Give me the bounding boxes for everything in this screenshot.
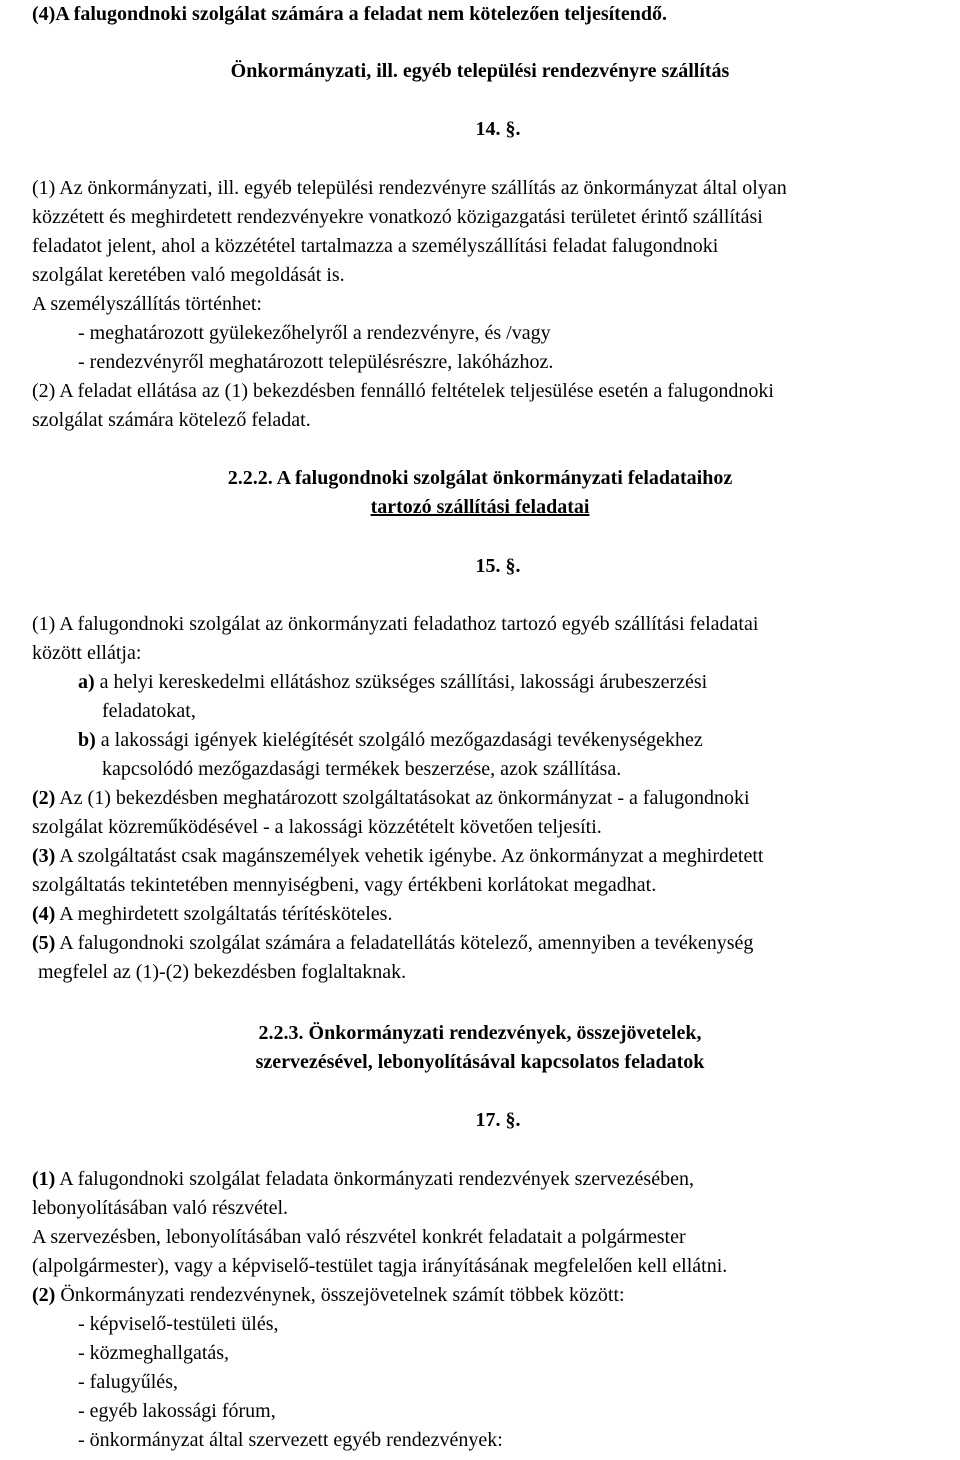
list-item: - önkormányzat által szervezett egyéb rendezvények: [78,1429,503,1451]
paragraph-label: (5) [32,932,56,954]
section-heading-223: 2.2.3. Önkormányzati rendezvények, összejövetelek, [258,1022,702,1044]
paragraph-line: A szervezésben, lebonyolításában való részvétel konkrét feladatait a polgármester [32,1226,686,1248]
paragraph-label: (2) [32,1284,56,1306]
paragraph-line: (alpolgármester), vagy a képviselő-testület tagja irányításának megfelelően kell ellátni. [32,1255,728,1277]
item-label: a) [78,671,95,693]
section-heading-223-cont: szervezésével, lebonyolításával kapcsolatos feladatok [255,1051,705,1073]
paragraph-line: (1) A falugondnoki szolgálat az önkormányzati feladathoz tartozó egyéb szállítási feladatai [32,613,759,635]
paragraph-line: szolgáltatás tekintetében mennyiségbeni, vagy értékbeni korlátokat megadhat. [32,874,657,896]
paragraph-text: Az (1) bekezdésben meghatározott szolgáltatásokat az önkormányzat - a falugondnoki [59,787,750,809]
section-number-15: 15. §. [475,555,521,577]
list-item: - képviselő-testületi ülés, [78,1313,279,1335]
paragraph-text: Önkormányzati rendezvénynek, összejövetelnek számít többek között: [60,1284,625,1306]
item-text: a helyi kereskedelmi ellátáshoz szükséges szállítási, lakossági árubeszerzési [99,671,708,693]
list-item: - egyéb lakossági fórum, [78,1400,276,1422]
list-item-b [78,726,703,755]
section-heading-14: Önkormányzati, ill. egyéb települési rendezvényre szállítás [230,60,730,82]
paragraph-1 [32,1165,694,1194]
paragraph-line: feladatot jelent, ahol a közzététel tartalmazza a személyszállítási feladat falugondnoki [32,235,719,257]
paragraph-text: A meghirdetett szolgáltatás térítésköteles. [59,903,393,925]
paragraph-text: A falugondnoki szolgálat számára a feladatellátás kötelező, amennyiben a tevékenység [59,932,754,954]
section-number-14: 14. §. [475,118,521,140]
paragraph-2 [32,1281,625,1310]
list-item: - meghatározott gyülekezőhelyről a rendezvényre, és /vagy [78,322,551,344]
list-item: - közmeghallgatás, [78,1342,230,1364]
list-item: - falugyűlés, [78,1371,178,1393]
paragraph-label: (1) [32,1168,56,1190]
paragraph-line: szolgálat keretében való megoldását is. [32,264,345,286]
list-item-a-cont: feladatokat, [102,700,196,722]
paragraph-4-line: (4)A falugondnoki szolgálat számára a feladat nem kötelezően teljesítendő. [32,3,667,25]
paragraph-line: (2) A feladat ellátása az (1) bekezdésben fennálló feltételek teljesülése esetén a falugondnoki [32,380,774,402]
list-item: - rendezvényről meghatározott településrészre, lakóházhoz. [78,351,554,373]
paragraph-line: (1) Az önkormányzati, ill. egyéb települési rendezvényre szállítás az önkormányzat által olyan [32,177,787,199]
section-heading-222-cont: tartozó szállítási feladatai [370,496,590,518]
paragraph-line: A személyszállítás történhet: [32,293,262,315]
paragraph-line: közzétett és meghirdetett rendezvényekre vonatkozó közigazgatási területet érintő szállítási [32,206,763,228]
paragraph-5 [32,929,753,958]
paragraph-3 [32,842,763,871]
section-number-17: 17. §. [475,1109,521,1131]
paragraph-label: (2) [32,787,56,809]
paragraph-line: lebonyolításában való részvétel. [32,1197,289,1219]
paragraph-2 [32,784,750,813]
paragraph-line: között ellátja: [32,642,142,664]
item-label: b) [78,729,96,751]
item-text: a lakossági igények kielégítését szolgáló mezőgazdasági tevékenységekhez [100,729,703,751]
paragraph-text: A falugondnoki szolgálat feladata önkormányzati rendezvények szervezésében, [59,1168,694,1190]
list-item-b-cont: kapcsolódó mezőgazdasági termékek beszerzése, azok szállítása. [102,758,622,780]
paragraph-label: (3) [32,845,56,867]
section-heading-222: 2.2.2. A falugondnoki szolgálat önkormányzati feladataihoz [227,467,733,489]
list-item-a [78,668,707,697]
paragraph-text: A szolgáltatást csak magánszemélyek vehetik igénybe. Az önkormányzat a meghirdetett [59,845,764,867]
paragraph-line: megfelel az (1)-(2) bekezdésben foglaltaknak. [38,961,407,983]
paragraph-line: szolgálat számára kötelező feladat. [32,409,311,431]
paragraph-line: szolgálat közreműködésével - a lakossági közzétételt követően teljesíti. [32,816,602,838]
paragraph-label: (4) [32,903,56,925]
paragraph-4 [32,900,392,929]
